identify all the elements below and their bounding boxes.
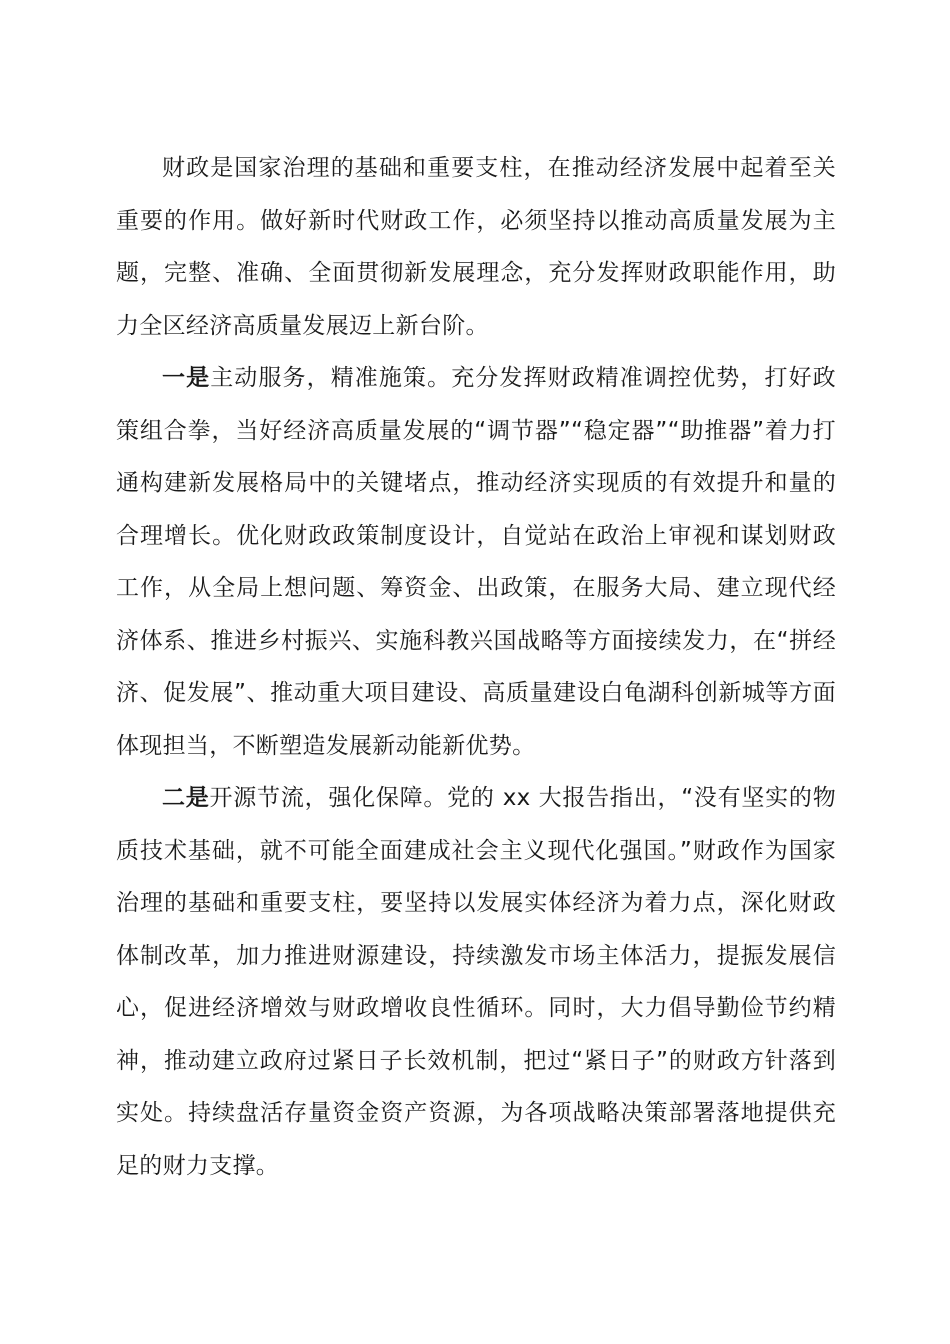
- intro-paragraph-text: 财政是国家治理的基础和重要支柱，在推动经济发展中起着至关重要的作用。做好新时代财政工作，必须坚持以推动高质量发展为主题，完整、准确、全面贯彻新发展理念，充分发挥财政职能作用，助力全区经济高质量发展迈上新台阶。: [116, 155, 836, 339]
- point-one-lead: 一是: [162, 365, 211, 391]
- point-one-paragraph: [116, 352, 836, 772]
- point-one-text: 主动服务，精准施策。充分发挥财政精准调控优势，打好政策组合拳，当好经济高质量发展的“调节器”“稳定器”“助推器”着力打通构建新发展格局中的关键堵点，推动经济实现质的有效提升和量的合理增长。优化财政政策制度设计，自觉站在政治上审视和谋划财政工作，从全局上想问题、筹资金、出政策，在服务大局、建立现代经济体系、推进乡村振兴、实施科教兴国战略等方面接续发力，在“拼经济、促发展”、推动重大项目建设、高质量建设白龟湖科创新城等方面体现担当，不断塑造发展新动能新优势。: [116, 365, 836, 759]
- point-two-text: 开源节流，强化保障。党的 xx 大报告指出，“没有坚实的物质技术基础，就不可能全面建成社会主义现代化强国。”财政作为国家治理的基础和重要支柱，要坚持以发展实体经济为着力点，深化财政体制改革，加力推进财源建设，持续激发市场主体活力，提振发展信心，促进经济增效与财政增收良性循环。同时，大力倡导勤俭节约精神，推动建立政府过紧日子长效机制，把过“紧日子”的财政方针落到实处。持续盘活存量资金资产资源，为各项战略决策部署落地提供充足的财力支撑。: [116, 785, 836, 1179]
- point-two-lead: 二是: [162, 785, 210, 811]
- document-body: [116, 142, 836, 1192]
- point-two-paragraph: [116, 772, 836, 1192]
- intro-paragraph: [116, 142, 836, 352]
